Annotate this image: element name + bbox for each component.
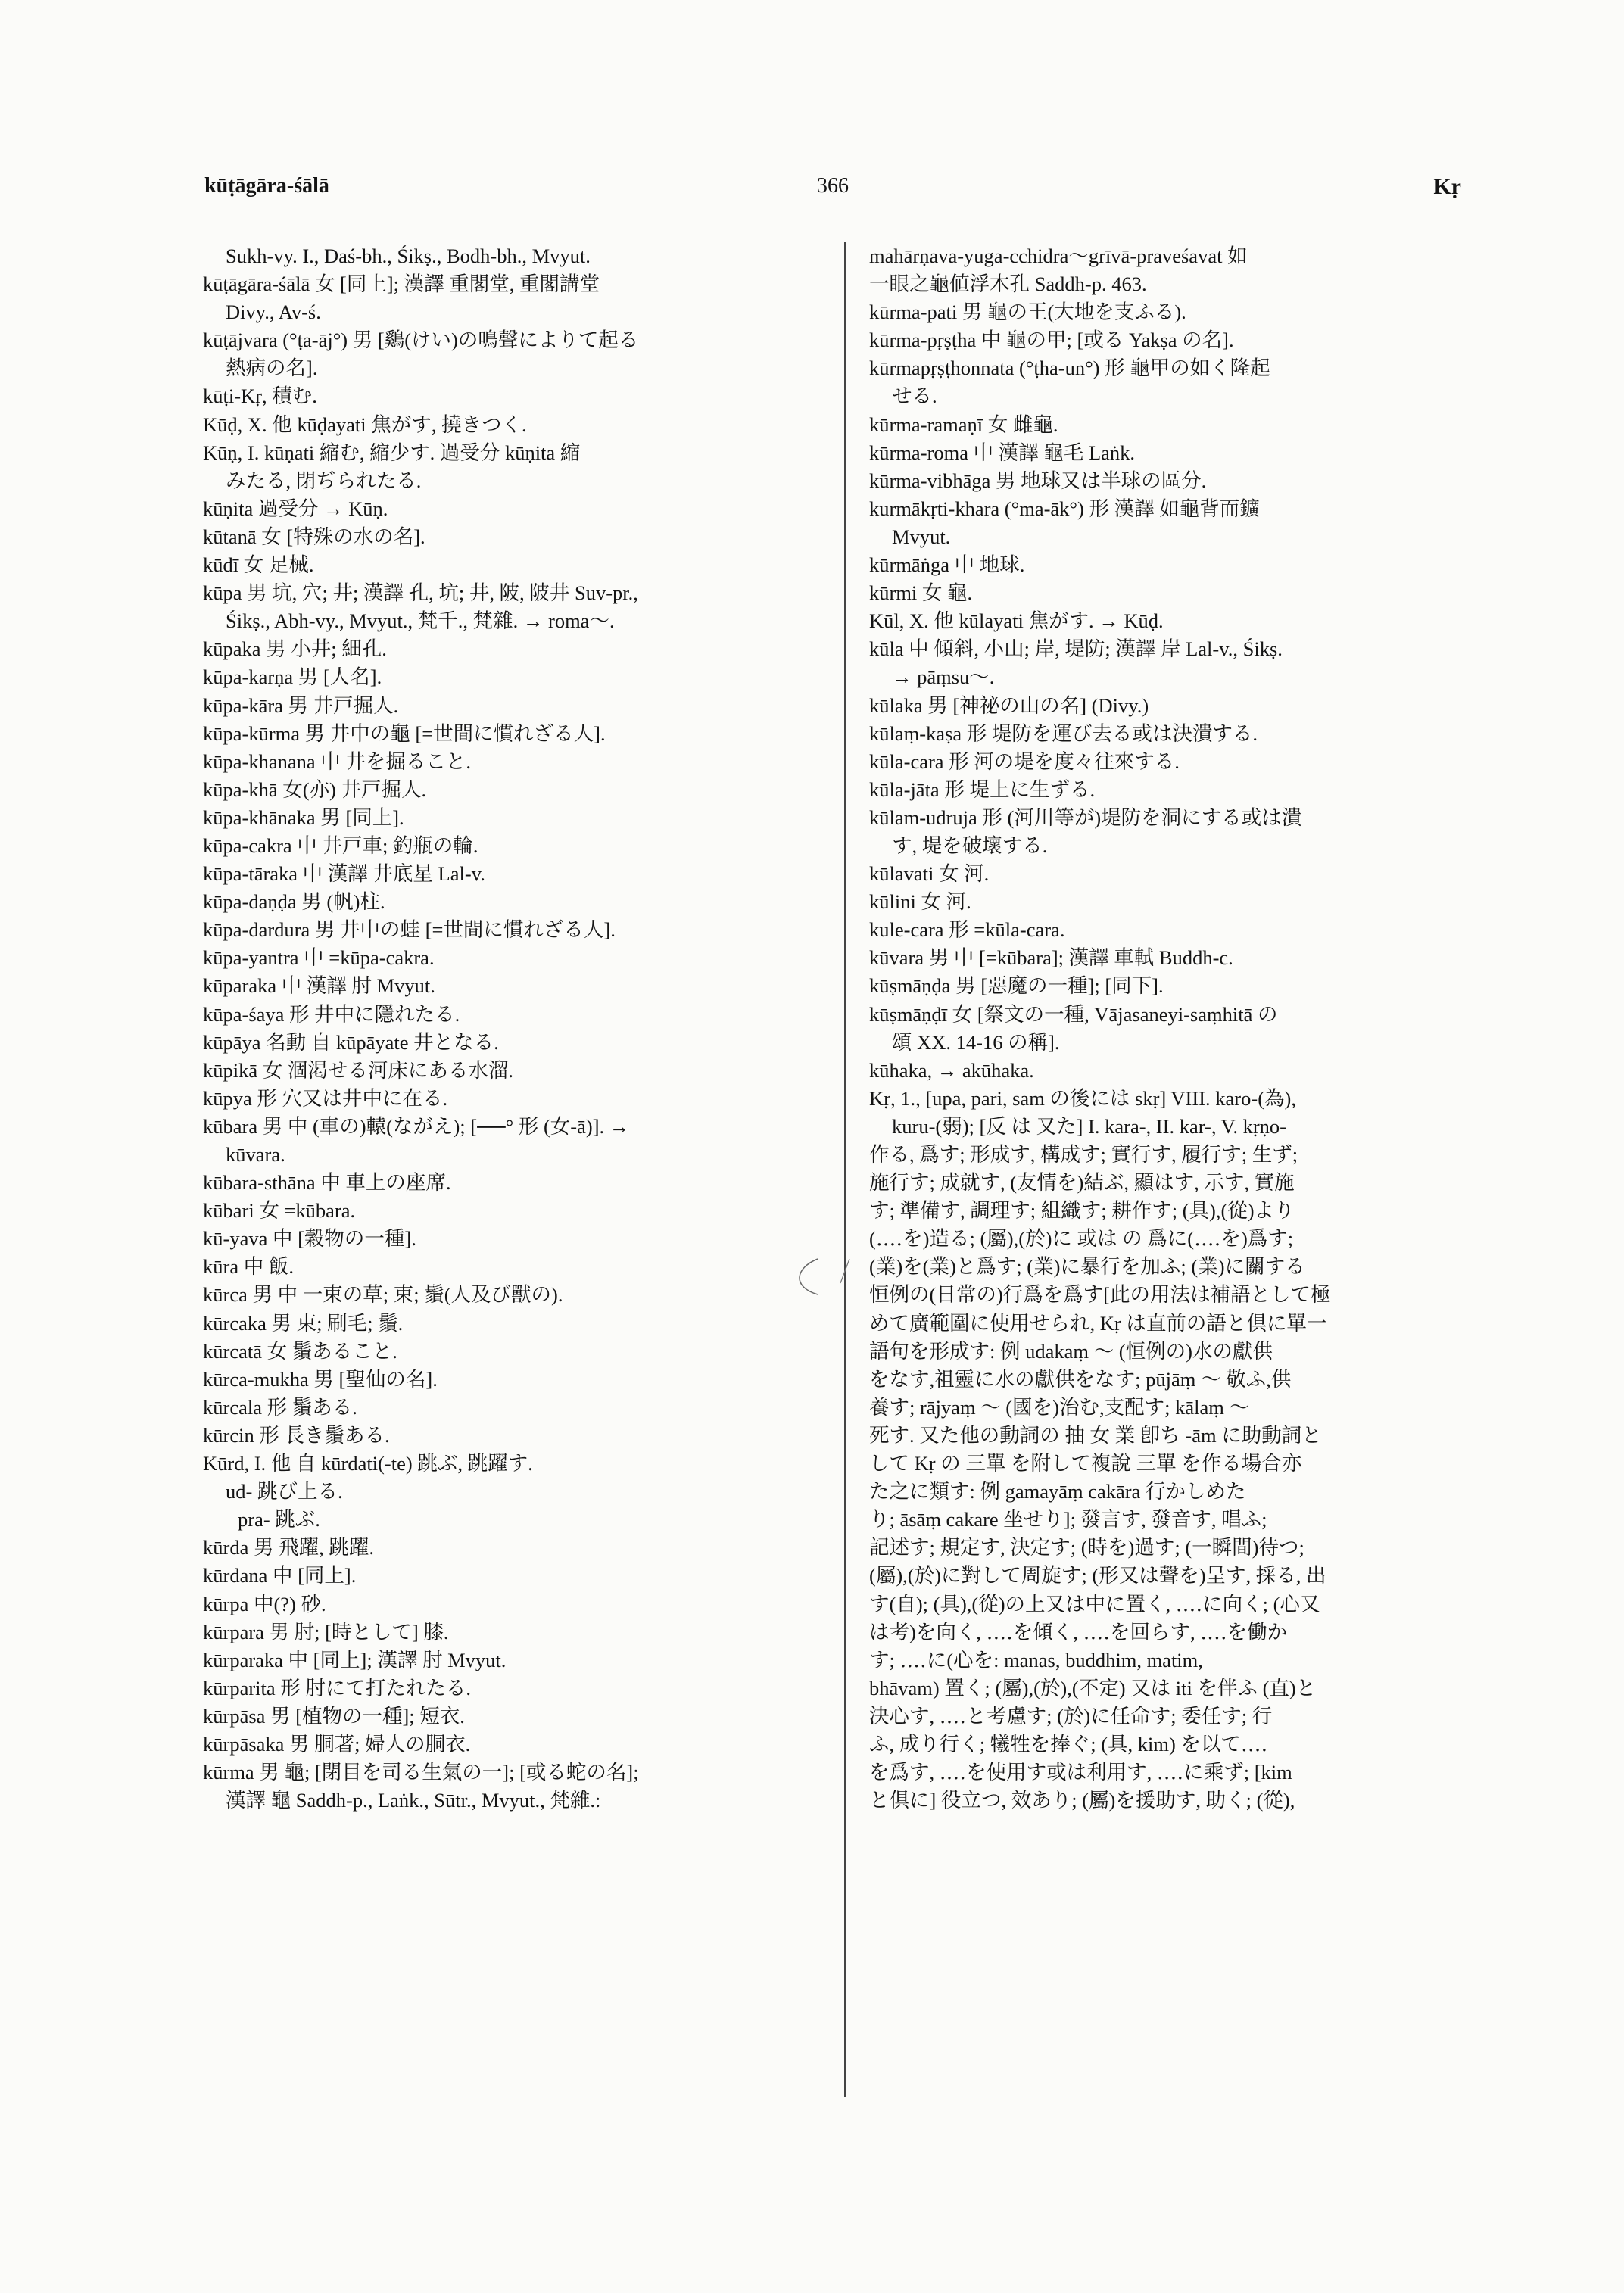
left-column-line: kūtanā 女 [特殊の水の名]. — [203, 525, 425, 548]
right-column-line: (‥‥を)造る; (屬),(於)に 或は の 爲に(‥‥を)爲す; — [869, 1227, 1294, 1251]
right-column-line: kūla 中 傾斜, 小山; 岸, 堤防; 漢譯 岸 Lal-v., Śikṣ. — [869, 637, 1283, 661]
right-column-line: kūla-cara 形 河の堤を度々往來する. — [869, 749, 1180, 773]
left-column-line: kūvara. — [226, 1143, 285, 1166]
right-column-line: kurmākṛti-khara (°ma-āk°) 形 漢譯 如龜背而鑛 — [869, 497, 1260, 520]
right-column-line: kūla-jāta 形 堤上に生ずる. — [869, 777, 1096, 801]
left-column-line: kūrcin 形 長き鬚ある. — [203, 1423, 390, 1447]
left-column-line: kūrpāsaka 男 胴著; 婦人の胴衣. — [203, 1732, 471, 1756]
left-column-line: kūpa-kāra 男 井戸掘人. — [203, 693, 399, 717]
right-column-line: bhāvam) 置く; (屬),(於),(不定) 又は iti を伴ふ (直)と — [869, 1676, 1317, 1699]
left-column-line: pra- 跳ぶ. — [238, 1508, 320, 1531]
left-column-line: kūrcatā 女 鬚あること. — [203, 1339, 397, 1363]
left-column-line: kūrparaka 中 [同上]; 漢譯 肘 Mvyut. — [203, 1648, 507, 1671]
left-column-line: kūrpāsa 男 [植物の一種]; 短衣. — [203, 1704, 465, 1728]
right-column-line: 記述す; 規定す, 決定す; (時を)過す; (一瞬間)待つ; — [869, 1536, 1304, 1559]
right-column-line: kūrma-pati 男 龜の王(大地を支ふる). — [869, 301, 1186, 324]
header-guide-word-left: kūṭāgāra-śālā — [204, 174, 329, 198]
right-column-line: は考)を向く, ‥‥を傾く, ‥‥を回らす, ‥‥を働か — [869, 1620, 1288, 1643]
left-column-line: kūrma 男 龜; [閉目を司る生氣の一]; [或る蛇の名]; — [203, 1761, 639, 1784]
left-column-line: kūrpara 男 肘; [時として] 膝. — [203, 1620, 449, 1643]
left-column-line: kūpa-khanana 中 井を掘ること. — [203, 749, 471, 773]
left-column-line: kū-yava 中 [穀物の一種]. — [203, 1227, 416, 1251]
right-column-line: kūlaka 男 [神祕の山の名] (Divy.) — [869, 693, 1149, 717]
right-column-line: た之に類す: 例 gamayāṃ cakāra 行かしめた — [869, 1480, 1246, 1503]
left-column-line: kūṇita 過受分 → Kūṇ. — [203, 497, 388, 520]
right-column-line: Kṛ, 1., [upa, pari, sam の後には skṛ] VIII. karo-(為), — [869, 1086, 1296, 1110]
right-column-line: せる. — [892, 385, 937, 408]
right-column-line: kūrma-roma 中 漢譯 龜毛 Laṅk. — [869, 441, 1136, 464]
right-column-line: kūlavati 女 河. — [869, 862, 990, 886]
running-head — [204, 174, 1461, 212]
column-divider — [844, 242, 846, 2097]
left-column-line: kūrcaka 男 束; 刷毛; 鬚. — [203, 1311, 404, 1335]
right-column-line: めて廣範圍に使用せられ, Kṛ は直前の語と倶に單一 — [869, 1311, 1327, 1335]
right-column-line: kūrmāṅga 中 地球. — [869, 553, 1025, 577]
right-column-line: す, 堤を破壞する. — [892, 833, 1048, 857]
right-column-line: 施行す; 成就す, (友情を)結ぶ, 顯はす, 示す, 實施 — [869, 1171, 1295, 1195]
left-column-line: みたる, 閉ぢられたる. — [226, 469, 422, 492]
right-column-line: を爲す, ‥‥を使用す或は利用す, ‥‥に乘ず; [kim — [869, 1761, 1292, 1784]
left-column-line: kūpa-śaya 形 井中に隱れたる. — [203, 1002, 460, 1026]
left-column-line: kūparaka 中 漢譯 肘 Mvyut. — [203, 974, 435, 998]
left-column-line: kūpa-daṇḍa 男 (帆)柱. — [203, 890, 385, 914]
left-column-line: Śikṣ., Abh-vy., Mvyut., 梵千., 梵雜. → roma〜. — [226, 609, 615, 633]
right-column-line: と倶に] 役立つ, 效あり; (屬)を援助す, 助く; (從), — [869, 1789, 1295, 1812]
right-column-line: す; 準備す, 調理す; 組織す; 耕作す; (具),(從)より — [869, 1199, 1295, 1223]
left-column-line: kūpa-khānaka 男 [同上]. — [203, 805, 404, 829]
left-column-line: kūrca-mukha 男 [聖仙の名]. — [203, 1367, 438, 1391]
left-column-line: kūpa 男 坑, 穴; 井; 漢譯 孔, 坑; 井, 陂, 陂井 Suv-pr., — [203, 581, 638, 605]
left-column-line: kūpa-yantra 中 =kūpa-cakra. — [203, 946, 435, 970]
right-column-line: kūlini 女 河. — [869, 890, 971, 914]
right-column-line: kūrma-pṛṣṭha 中 龜の甲; [或る Yakṣa の名]. — [869, 329, 1234, 352]
left-column-line: kūpaka 男 小井; 細孔. — [203, 637, 387, 661]
left-column-line: kūpya 形 穴又は井中に在る. — [203, 1086, 448, 1110]
right-column-line: 決心す, ‥‥と考慮す; (於)に任命す; 委任す; 行 — [869, 1704, 1273, 1728]
right-column-line: 死す. 又た他の動詞の 抽 女 業 卽ち -ām に助動詞と — [869, 1423, 1322, 1447]
left-column-line: kūpa-tāraka 中 漢譯 井底星 Lal-v. — [203, 862, 485, 886]
left-column-line: ud- 跳び上る. — [226, 1480, 343, 1503]
right-column-line: kūhaka, → akūhaka. — [869, 1058, 1034, 1082]
left-column-line: Kūḍ, X. 他 kūḍayati 焦がす, 撓きつく. — [203, 413, 527, 436]
left-column-line: kūpa-khā 女(亦) 井戸掘人. — [203, 777, 427, 801]
right-column-line: 作る, 爲す; 形成す, 構成す; 實行す, 履行す; 生ず; — [869, 1143, 1298, 1166]
right-column-line: kūrmi 女 龜. — [869, 581, 973, 605]
right-column-line: す; ‥‥に(心を: manas, buddhim, matim, — [869, 1648, 1203, 1671]
right-column — [869, 242, 1467, 1815]
right-column-line: kūrmapṛṣṭhonnata (°ṭha-un°) 形 龜甲の如く隆起 — [869, 357, 1270, 380]
left-column-line: kūdī 女 足械. — [203, 553, 314, 577]
right-column-line: Mvyut. — [892, 525, 951, 548]
right-column-line: Kūl, X. 他 kūlayati 焦がす. → Kūḍ. — [869, 609, 1164, 633]
pencil-mark — [787, 1253, 878, 1298]
left-column-line: kūrcala 形 鬚ある. — [203, 1395, 357, 1419]
right-column-line: ふ, 成り行く; 犧牲を捧ぐ; (具, kim) を以て‥‥ — [869, 1732, 1268, 1756]
right-column-line: をなす,祖靈に水の獻供をなす; pūjāṃ 〜 敬ふ,供 — [869, 1367, 1292, 1391]
left-column-line: kūpa-cakra 中 井戸車; 釣瓶の輪. — [203, 833, 478, 857]
left-column-line: kūpa-dardura 男 井中の蛙 [=世間に慣れざる人]. — [203, 918, 616, 942]
left-column-line: kūṭājvara (°ṭa-āj°) 男 [鷄(けい)の鳴聲によりて起る — [203, 329, 639, 352]
right-column-line: kūrma-vibhāga 男 地球又は半球の區分. — [869, 469, 1207, 492]
right-column-line: 頌 XX. 14-16 の稱]. — [892, 1030, 1060, 1054]
left-column — [203, 242, 824, 1815]
left-column-line: kūpāya 名動 自 kūpāyate 井となる. — [203, 1030, 499, 1054]
right-column-line: (業)を(業)と爲す; (業)に暴行を加ふ; (業)に關する — [869, 1255, 1305, 1279]
right-column-line: kuru-(弱); [反 は 又た] I. kara-, II. kar-, V. kṛṇo- — [892, 1114, 1286, 1138]
right-column-line: 養す; rājyaṃ 〜 (國を)治む,支配す; kālaṃ 〜 — [869, 1395, 1249, 1419]
right-column-line: 恒例の(日常の)行爲を爲す[此の用法は補語として極 — [869, 1283, 1331, 1307]
left-column-line: kūrdana 中 [同上]. — [203, 1564, 357, 1587]
right-column-line: 語句を形成す: 例 udakaṃ 〜 (恒例の)水の獻供 — [869, 1339, 1273, 1363]
page-number: 366 — [817, 174, 849, 198]
left-column-line: kūra 中 飯. — [203, 1255, 294, 1279]
right-column-line: kūlam-udruja 形 (河川等が)堤防を洞にする或は潰 — [869, 805, 1302, 829]
left-column-line: Kūṇ, I. kūṇati 縮む, 縮少す. 過受分 kūṇita 縮 — [203, 441, 581, 464]
left-column-line: Sukh-vy. I., Daś-bh., Śikṣ., Bodh-bh., Mvyut. — [226, 245, 591, 267]
left-column-line: kūpikā 女 涸渇せる河床にある水溜. — [203, 1058, 513, 1082]
right-column-line: mahārṇava-yuga-cchidra〜grīvā-praveśavat 如 — [869, 245, 1248, 267]
left-column-line: kūrda 男 飛躍, 跳躍. — [203, 1536, 374, 1559]
left-column-line: kūpa-karṇa 男 [人名]. — [203, 665, 382, 689]
header-guide-word-right: Kṛ — [1433, 174, 1461, 199]
right-column-line: す(自); (具),(從)の上又は中に置く, ‥‥に向く; (心又 — [869, 1592, 1320, 1615]
left-column-line: kūrpa 中(?) 砂. — [203, 1592, 326, 1615]
left-column-line: kūrparita 形 肘にて打たれたる. — [203, 1676, 472, 1699]
left-column-line: 漢譯 龜 Saddh-p., Laṅk., Sūtr., Mvyut., 梵雜.: — [226, 1789, 601, 1812]
right-column-line: 一眼之龜値浮木孔 Saddh-p. 463. — [869, 273, 1147, 296]
left-column-line: kūṭi-Kṛ, 積む. — [203, 385, 317, 408]
left-column-line: kūbari 女 =kūbara. — [203, 1199, 356, 1223]
left-column-line: Divy., Av-ś. — [226, 301, 321, 324]
left-column-line: 熱病の名]. — [226, 357, 318, 380]
right-column-line: kūrma-ramaṇī 女 雌龜. — [869, 413, 1058, 436]
left-column-line: kūṭāgāra-śālā 女 [同上]; 漢譯 重閣堂, 重閣講堂 — [203, 273, 600, 296]
left-column-line: kūbara-sthāna 中 車上の座席. — [203, 1171, 451, 1195]
right-column-line: kūṣmāṇḍa 男 [惡魔の一種]; [同下]. — [869, 974, 1164, 998]
right-column-line: kūlaṃ-kaṣa 形 堤防を運び去る或は決潰する. — [869, 721, 1258, 745]
left-column-line: kūbara 男 中 (車の)轅(ながえ); [──° 形 (女-ā)]. → — [203, 1114, 630, 1138]
right-column-line: kule-cara 形 =kūla-cara. — [869, 918, 1065, 942]
left-column-line: Kūrd, I. 他 自 kūrdati(-te) 跳ぶ, 跳躍す. — [203, 1452, 533, 1475]
left-column-line: kūpa-kūrma 男 井中の龜 [=世間に慣れざる人]. — [203, 721, 606, 745]
left-column-line: kūrca 男 中 一束の草; 束; 鬚(人及び獸の). — [203, 1283, 563, 1307]
right-column-line: → pāṃsu〜. — [892, 665, 995, 689]
right-column-line: して Kṛ の 三單 を附して複說 三單 を作る場合亦 — [869, 1452, 1302, 1475]
right-column-line: (屬),(於)に對して周旋す; (形又は聲を)呈す, 採る, 出 — [869, 1564, 1326, 1587]
right-column-line: kūṣmāṇḍī 女 [祭文の一種, Vājasaneyi-saṃhitā の — [869, 1002, 1278, 1026]
right-column-line: り; āsāṃ cakare 坐せり]; 發言す, 發音す, 唱ふ; — [869, 1508, 1267, 1531]
right-column-line: kūvara 男 中 [=kūbara]; 漢譯 車軾 Buddh-c. — [869, 946, 1233, 970]
